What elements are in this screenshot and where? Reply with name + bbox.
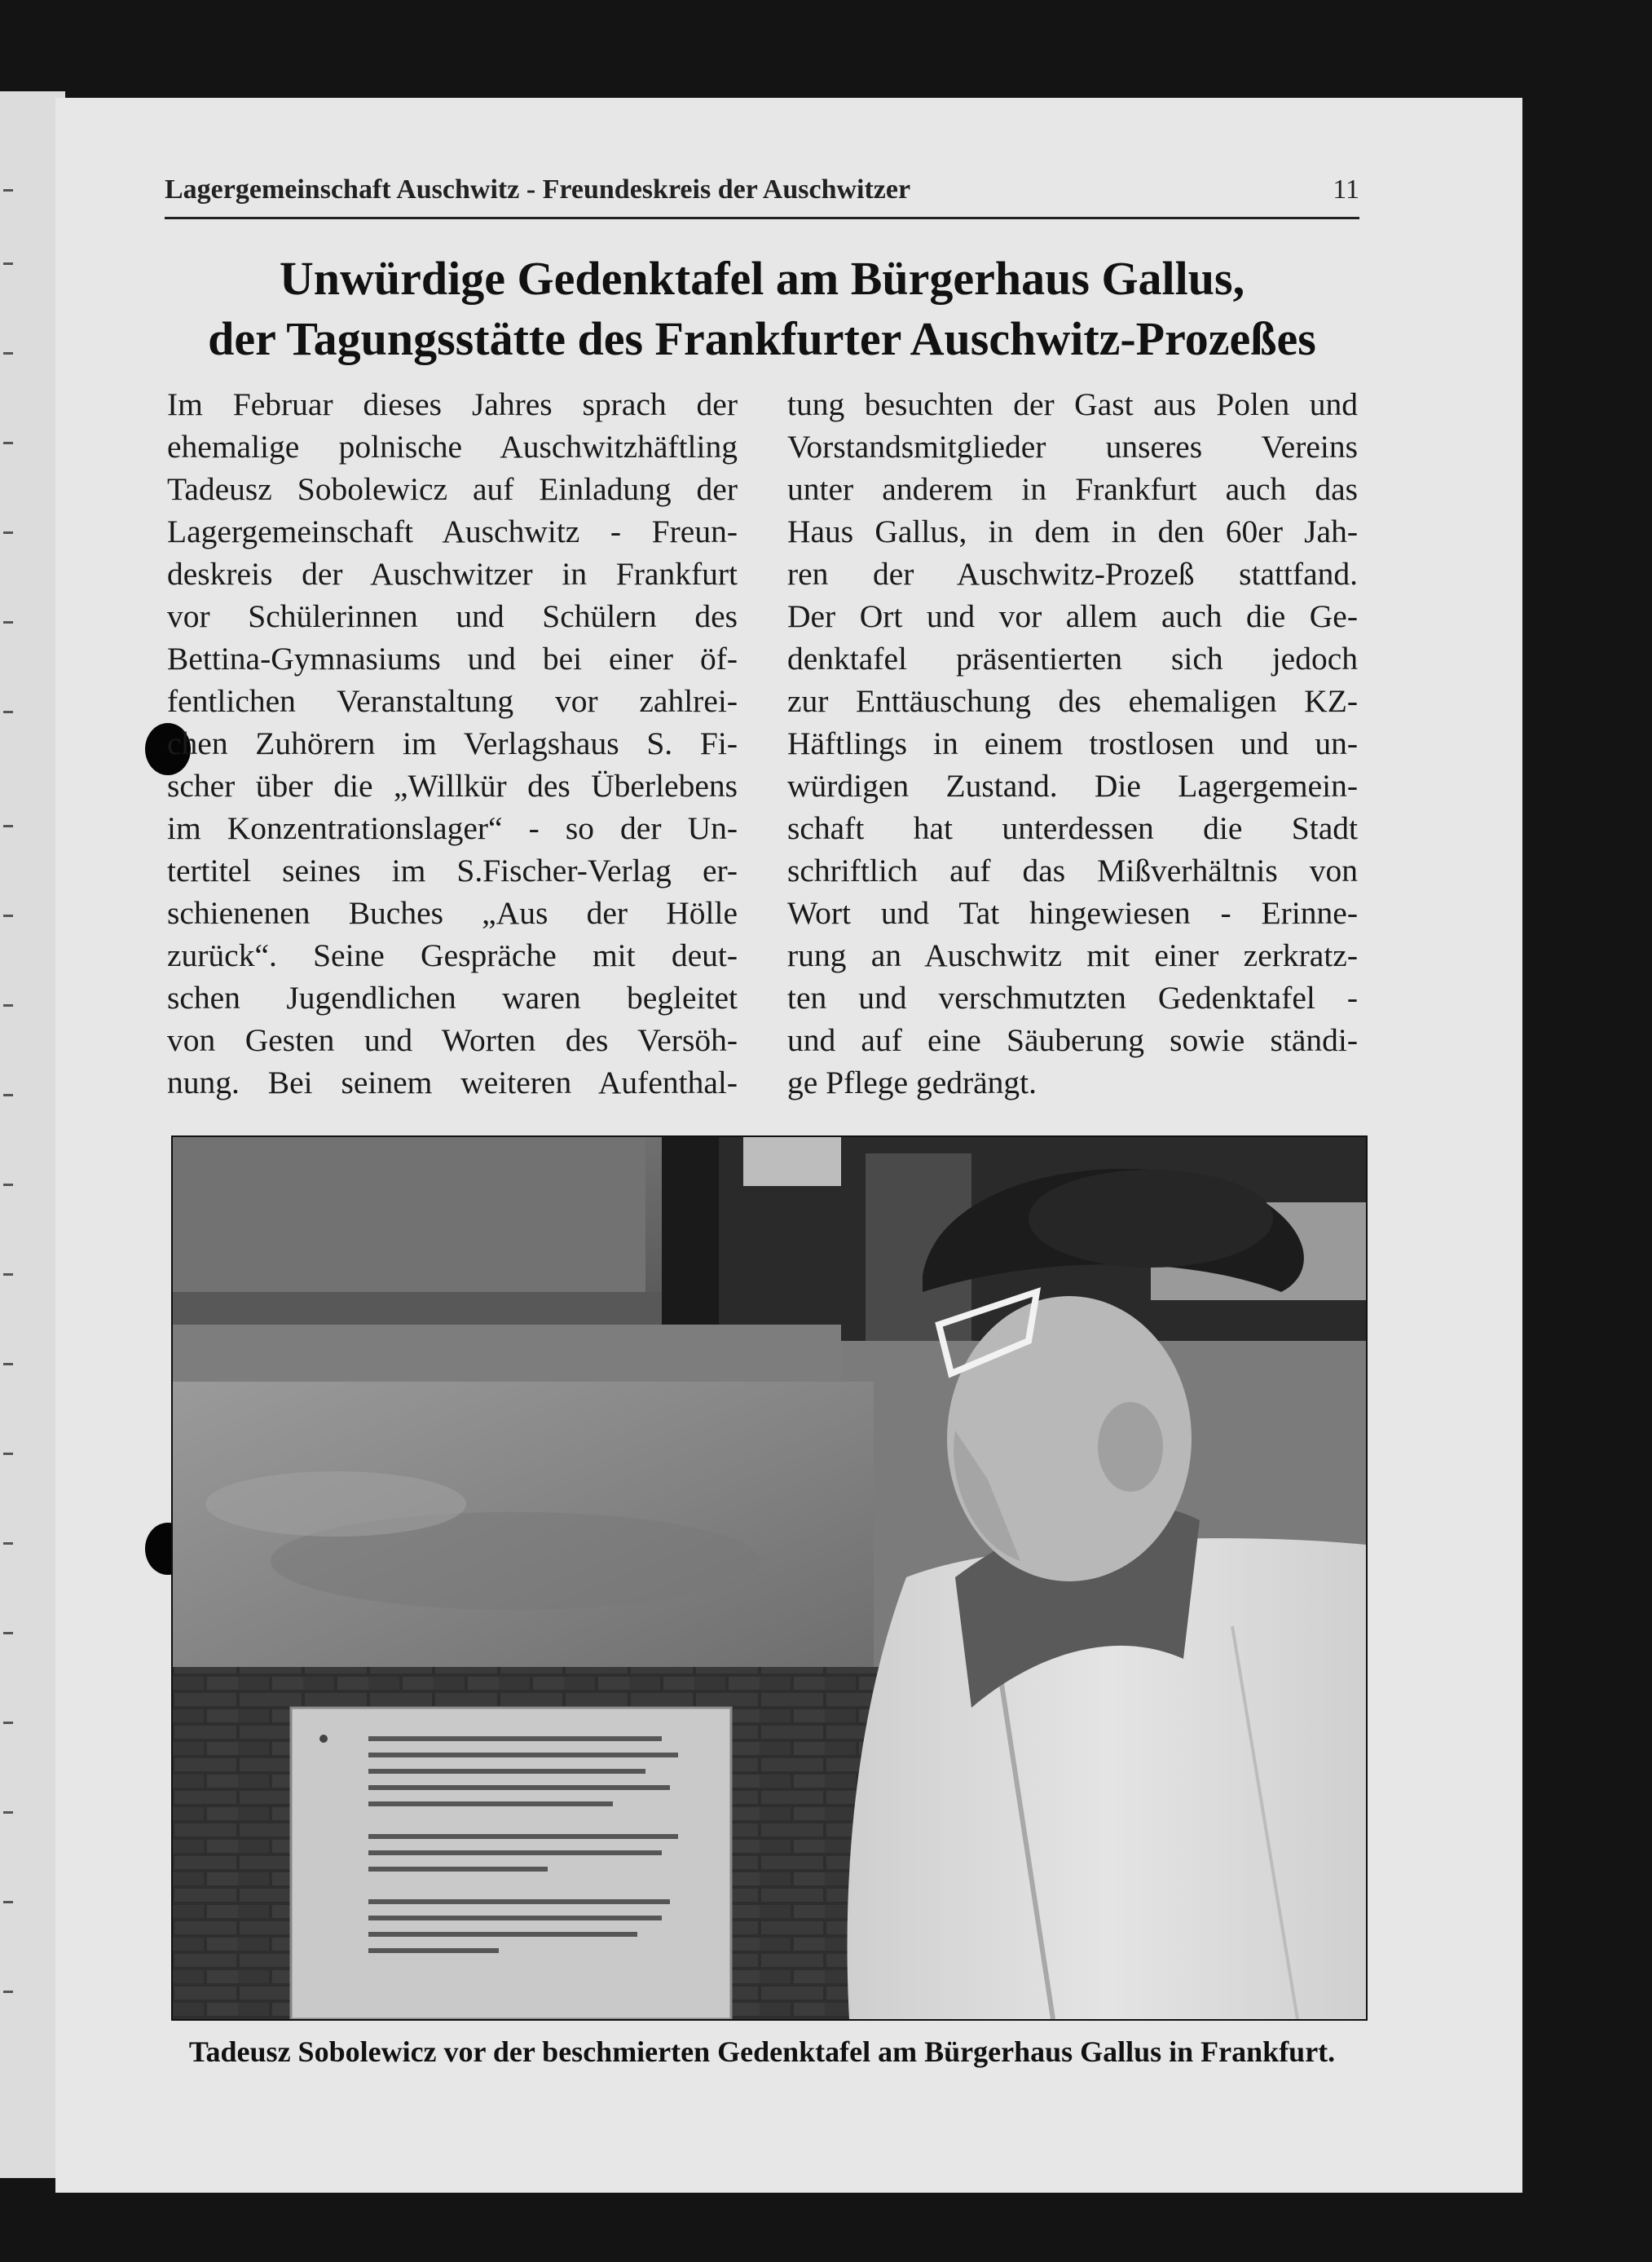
article-photo	[171, 1135, 1368, 2021]
article-headline	[122, 249, 1402, 369]
body-line: denktafel präsentierten sich jedoch	[787, 641, 1358, 677]
body-line: Wort und Tat hingewiesen - Erinne-	[787, 895, 1358, 931]
journal-title: Lagergemeinschaft Auschwitz - Freundeskreis der Auschwitzer	[165, 174, 911, 205]
body-line: tertitel seines im S.Fischer-Verlag er-	[167, 853, 738, 888]
body-line: scher über die „Willkür des Überlebens	[167, 768, 738, 804]
body-line: schienenen Buches „Aus der Hölle	[167, 895, 738, 931]
body-line: Tadeusz Sobolewicz auf Einladung der	[167, 471, 738, 507]
body-line: Bettina-Gymnasiums und bei einer öf-	[167, 641, 738, 677]
text-column-left	[167, 383, 738, 1104]
body-line: ren der Auschwitz-Prozeß stattfand.	[787, 556, 1358, 592]
body-line: zur Enttäuschung des ehemaligen KZ-	[787, 683, 1358, 719]
body-line: rung an Auschwitz mit einer zerkratz-	[787, 937, 1358, 973]
body-line: zurück“. Seine Gespräche mit deut-	[167, 937, 738, 973]
photo-caption: Tadeusz Sobolewicz vor der beschmierten Gedenktafel am Bürgerhaus Gallus in Frankfurt.	[188, 2035, 1336, 2068]
body-line: Im Februar dieses Jahres sprach der	[167, 386, 738, 422]
body-line: nung. Bei seinem weiteren Aufenthal-	[167, 1065, 738, 1100]
body-line: Haus Gallus, in dem in den 60er Jah-	[787, 514, 1358, 549]
headline-line-2: der Tagungsstätte des Frankfurter Auschwitz-Prozeßes	[208, 312, 1316, 365]
running-header	[165, 171, 1359, 219]
body-line: schen Jugendlichen waren begleitet	[167, 980, 738, 1016]
body-line: schriftlich auf das Mißverhältnis von	[787, 853, 1358, 888]
photo-illustration	[173, 1137, 1366, 2019]
body-line: deskreis der Auschwitzer in Frankfurt	[167, 556, 738, 592]
body-line: im Konzentrationslager“ - so der Un-	[167, 810, 738, 846]
body-line: schaft hat unterdessen die Stadt	[787, 810, 1358, 846]
body-line: Vorstandsmitglieder unseres Vereins	[787, 429, 1358, 465]
body-line: unter anderem in Frankfurt auch das	[787, 471, 1358, 507]
body-line: vor Schülerinnen und Schülern des	[167, 598, 738, 634]
body-line: tung besuchten der Gast aus Polen und	[787, 386, 1358, 422]
body-line: ge Pflege gedrängt.	[787, 1065, 1037, 1100]
body-line: und auf eine Säuberung sowie ständi-	[787, 1022, 1358, 1058]
body-line: von Gesten und Worten des Versöh-	[167, 1022, 738, 1058]
body-line: Der Ort und vor allem auch die Ge-	[787, 598, 1358, 634]
body-line: Lagergemeinschaft Auschwitz - Freun-	[167, 514, 738, 549]
body-line: würdigen Zustand. Die Lagergemein-	[787, 768, 1358, 804]
body-line: ehemalige polnische Auschwitzhäftling	[167, 429, 738, 465]
headline-line-1: Unwürdige Gedenktafel am Bürgerhaus Gallus,	[279, 252, 1245, 305]
body-line: chen Zuhörern im Verlagshaus S. Fi-	[167, 725, 738, 761]
body-line: Häftlings in einem trostlosen und un-	[787, 725, 1358, 761]
body-line: ten und verschmutzten Gedenktafel -	[787, 980, 1358, 1016]
text-column-right	[787, 383, 1358, 1104]
body-line: fentlichen Veranstaltung vor zahlrei-	[167, 683, 738, 719]
page-number: 11	[1333, 174, 1359, 205]
